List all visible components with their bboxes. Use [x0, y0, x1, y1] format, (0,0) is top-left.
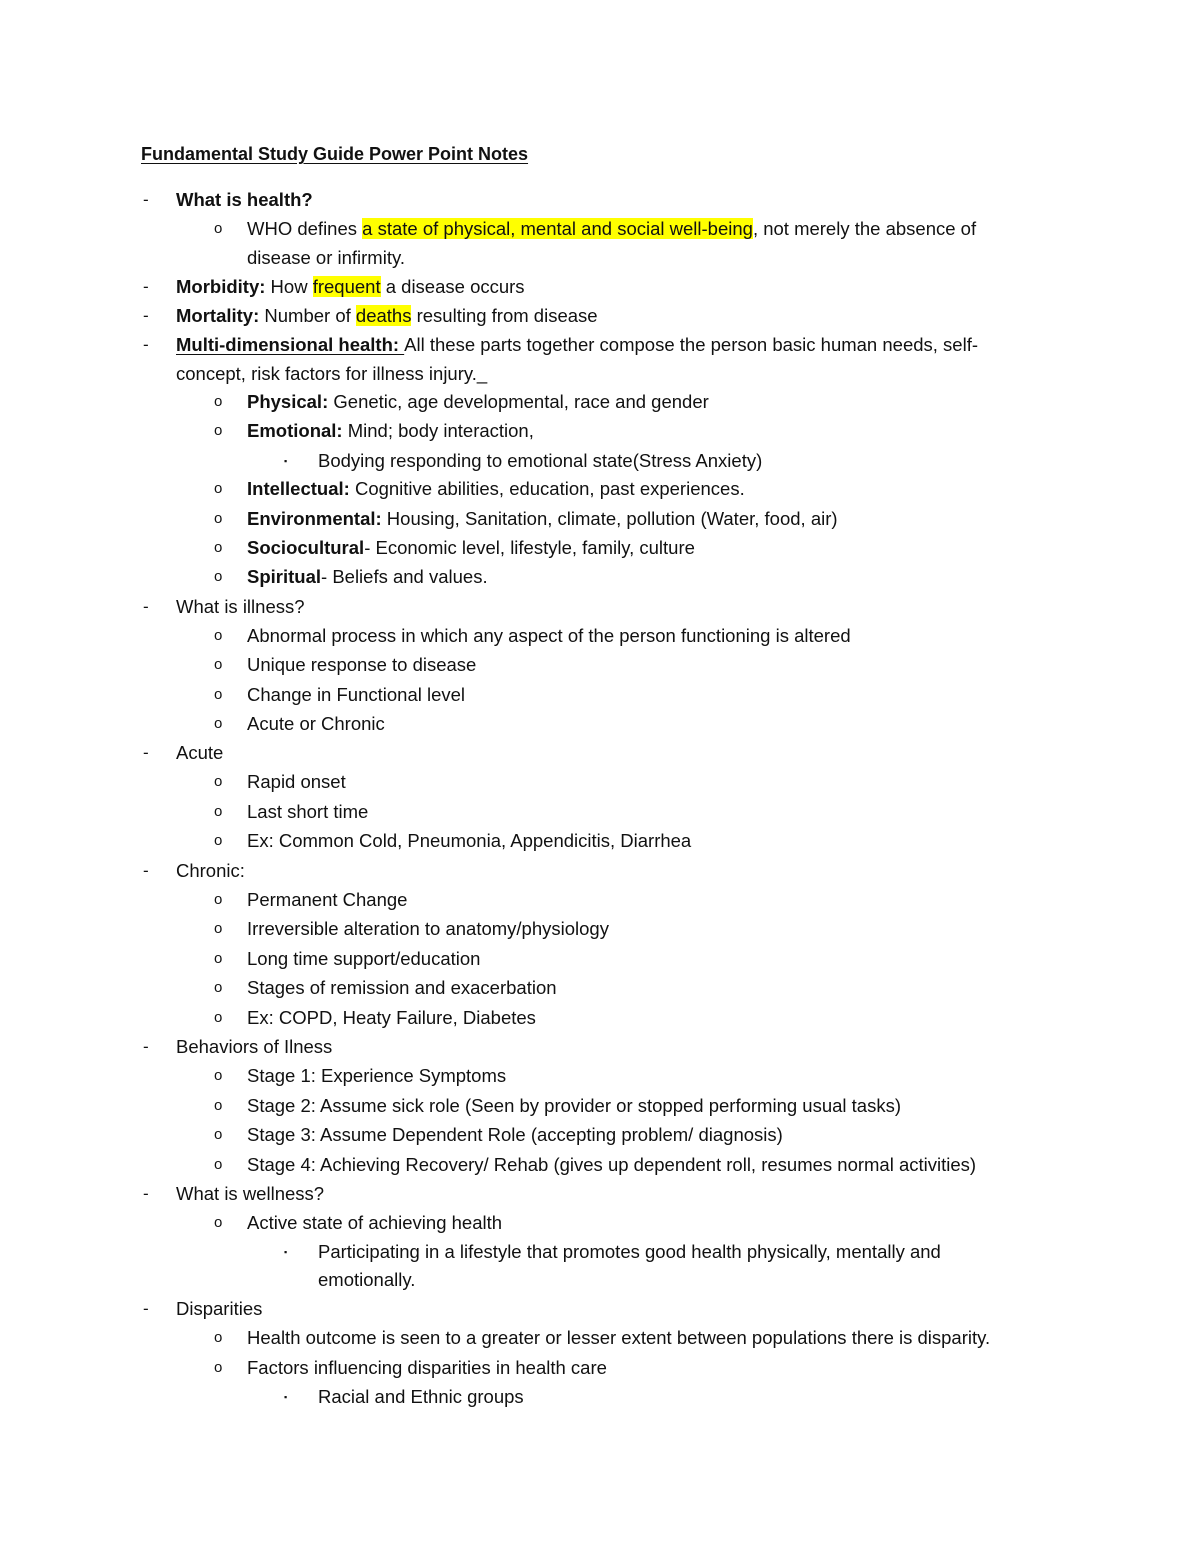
circle-bullet: o	[214, 1329, 223, 1346]
circle-bullet: o	[214, 1009, 223, 1026]
environmental-text: Housing, Sanitation, climate, pollution (Water, food, air)	[381, 508, 838, 529]
disparities-subitem: Racial and Ethnic groups	[318, 1386, 524, 1407]
circle-bullet: o	[214, 539, 223, 556]
list-item: Permanent Change	[247, 889, 408, 910]
circle-bullet: o	[214, 393, 223, 410]
circle-bullet: o	[214, 568, 223, 585]
mortality-label: Mortality:	[176, 305, 260, 326]
circle-bullet: o	[214, 1067, 223, 1084]
dash-bullet: -	[143, 190, 149, 209]
circle-bullet: o	[214, 1214, 223, 1231]
intellectual-text: Cognitive abilities, education, past experiences.	[349, 478, 745, 499]
who-definition	[247, 217, 976, 241]
dash-bullet: -	[143, 306, 149, 325]
illness-question: What is illness?	[176, 596, 305, 617]
circle-bullet: o	[214, 1126, 223, 1143]
dash-bullet: -	[143, 1184, 149, 1203]
physical-item	[247, 390, 709, 414]
list-item: Stage 1: Experience Symptoms	[247, 1065, 507, 1086]
circle-bullet: o	[214, 656, 223, 673]
health-question: What is health?	[176, 189, 313, 210]
morbidity-label: Morbidity:	[176, 276, 266, 297]
emotional-label: Emotional:	[247, 420, 343, 441]
wellness-subitem: Participating in a lifestyle that promotes good health physically, mentally and	[318, 1241, 941, 1262]
list-item: Stage 3: Assume Dependent Role (accepting problem/ diagnosis)	[247, 1124, 783, 1145]
list-item: Acute or Chronic	[247, 713, 385, 734]
physical-text: Genetic, age developmental, race and gender	[328, 391, 709, 412]
who-definition-cont: disease or infirmity.	[247, 247, 405, 268]
environmental-label: Environmental:	[247, 508, 382, 529]
morbidity-suffix: a disease occurs	[380, 276, 525, 297]
dash-bullet: -	[143, 1037, 149, 1056]
list-item: Rapid onset	[247, 771, 346, 792]
wellness-subitem-cont: emotionally.	[318, 1269, 416, 1290]
page-title: Fundamental Study Guide Power Point Notes	[141, 144, 529, 164]
intellectual-item	[247, 477, 745, 501]
circle-bullet: o	[214, 832, 223, 849]
circle-bullet: o	[214, 920, 223, 937]
dash-bullet: -	[143, 597, 149, 616]
multidimensional-label: Multi-dimensional health:	[176, 334, 405, 355]
morbidity-prefix: How	[265, 276, 313, 297]
disparities-heading: Disparities	[176, 1298, 263, 1319]
emotional-item	[247, 419, 534, 443]
circle-bullet: o	[214, 686, 223, 703]
list-item: Stage 4: Achieving Recovery/ Rehab (gives up dependent roll, resumes normal activities)	[247, 1154, 977, 1175]
sociocultural-text: - Economic level, lifestyle, family, culture	[364, 537, 695, 558]
list-item: Ex: COPD, Heaty Failure, Diabetes	[247, 1007, 536, 1028]
dash-bullet: -	[143, 277, 149, 296]
wellness-question: What is wellness?	[176, 1183, 325, 1204]
spiritual-label: Spiritual	[247, 566, 322, 587]
circle-bullet: o	[214, 891, 223, 908]
circle-bullet: o	[214, 627, 223, 644]
who-suffix: , not merely the absence of	[752, 218, 977, 239]
circle-bullet: o	[214, 715, 223, 732]
circle-bullet: o	[214, 220, 223, 237]
dash-bullet: -	[143, 861, 149, 880]
circle-bullet: o	[214, 950, 223, 967]
intellectual-label: Intellectual:	[247, 478, 350, 499]
who-prefix: WHO defines	[247, 218, 363, 239]
morbidity-highlight: frequent	[312, 276, 381, 297]
sociocultural-label: Sociocultural	[247, 537, 365, 558]
circle-bullet: o	[214, 480, 223, 497]
emotional-text: Mind; body interaction,	[342, 420, 534, 441]
list-item: Unique response to disease	[247, 654, 477, 675]
mortality-prefix: Number of	[259, 305, 356, 326]
environmental-item	[247, 507, 838, 531]
circle-bullet: o	[214, 773, 223, 790]
list-item: Active state of achieving health	[247, 1212, 503, 1233]
who-highlight: a state of physical, mental and social well-being	[362, 218, 753, 239]
circle-bullet: o	[214, 979, 223, 996]
circle-bullet: o	[214, 422, 223, 439]
list-item: Health outcome is seen to a greater or lesser extent between populations there is disparity.	[247, 1327, 991, 1348]
square-bullet: ▪	[284, 1247, 288, 1257]
chronic-heading: Chronic:	[176, 860, 245, 881]
list-item: Stages of remission and exacerbation	[247, 977, 557, 998]
circle-bullet: o	[214, 1359, 223, 1376]
morbidity-item	[176, 275, 525, 299]
dash-bullet: -	[143, 1299, 149, 1318]
multidimensional-cont: concept, risk factors for illness injury._	[176, 363, 488, 384]
list-item: Abnormal process in which any aspect of the person functioning is altered	[247, 625, 851, 646]
list-item: Irreversible alteration to anatomy/physiology	[247, 918, 609, 939]
spiritual-item	[247, 565, 488, 589]
list-item: Long time support/education	[247, 948, 481, 969]
list-item: Factors influencing disparities in health care	[247, 1357, 607, 1378]
square-bullet: ▪	[284, 1392, 288, 1402]
multidimensional-text: All these parts together compose the person basic human needs, self-	[404, 334, 978, 355]
list-item: Ex: Common Cold, Pneumonia, Appendicitis, Diarrhea	[247, 830, 692, 851]
square-bullet: ▪	[284, 456, 288, 466]
spiritual-text: - Beliefs and values.	[321, 566, 488, 587]
emotional-subitem: Bodying responding to emotional state(Stress Anxiety)	[318, 450, 763, 471]
circle-bullet: o	[214, 1156, 223, 1173]
list-item: Last short time	[247, 801, 369, 822]
behaviors-heading: Behaviors of Ilness	[176, 1036, 333, 1057]
mortality-highlight: deaths	[355, 305, 412, 326]
physical-label: Physical:	[247, 391, 329, 412]
mortality-item	[176, 304, 598, 328]
circle-bullet: o	[214, 510, 223, 527]
multidimensional-item	[176, 333, 978, 357]
mortality-suffix: resulting from disease	[411, 305, 598, 326]
dash-bullet: -	[143, 743, 149, 762]
list-item: Change in Functional level	[247, 684, 466, 705]
acute-heading: Acute	[176, 742, 224, 763]
circle-bullet: o	[214, 1097, 223, 1114]
circle-bullet: o	[214, 803, 223, 820]
list-item: Stage 2: Assume sick role (Seen by provider or stopped performing usual tasks)	[247, 1095, 901, 1116]
sociocultural-item	[247, 536, 695, 560]
dash-bullet: -	[143, 335, 149, 354]
